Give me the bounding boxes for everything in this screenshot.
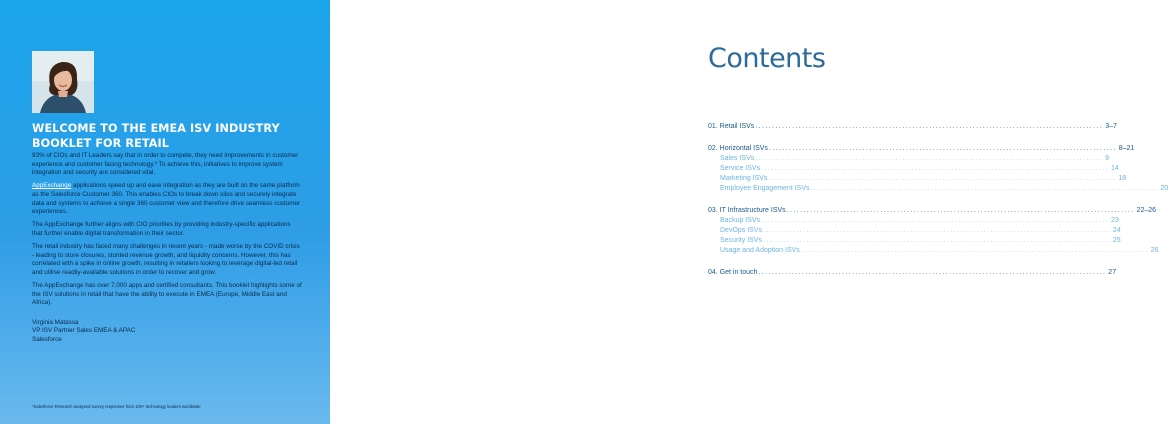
toc-entry-devops-isvs[interactable] <box>708 226 1121 236</box>
toc-pages: 9 <box>1105 155 1110 162</box>
toc-leader <box>758 268 1106 278</box>
toc-leader <box>763 236 1111 246</box>
toc-label: Employee Engagement ISVs <box>720 185 810 192</box>
paragraph-cio-stat: 93% of CIOs and IT Leaders say that in order to compete, they need improvements in customer experience and customer facing technology.* To achieve this, initiatives to improve system integration and security are considered vital. <box>32 152 299 177</box>
paragraph-alignment: The AppExchange further aligns with CIO priorities by providing industry-specific applications that further enable digital transformation in their sector. <box>32 221 291 237</box>
paragraph-appexchange-text: applications speed up and ease integration as they are built on the same platform as the Salesforce Customer 360. This enables CIOs to break down silos and securely integrate data and systems to achieve a single 360 customer view and therefore drive seamless customer experiences. <box>32 182 301 216</box>
toc-pages: 20 <box>1160 185 1168 192</box>
toc-label: Marketing ISVs <box>720 175 768 182</box>
signature-block <box>32 319 302 345</box>
welcome-body <box>32 152 302 345</box>
toc-entry-employee-engagement-isvs[interactable] <box>708 184 1168 194</box>
toc-leader <box>755 154 1103 164</box>
toc-leader <box>811 184 1159 194</box>
toc-entry-sales-isvs[interactable] <box>708 154 1110 164</box>
contents-page <box>330 0 1168 424</box>
portrait-image <box>32 51 94 113</box>
toc-leader <box>761 164 1109 174</box>
author-portrait <box>32 51 94 113</box>
toc-pages: 22–26 <box>1136 207 1157 214</box>
toc-pages: 14 <box>1110 165 1119 172</box>
toc-label: Sales ISVs <box>720 155 755 162</box>
toc-leader <box>768 174 1116 184</box>
toc-leader <box>787 206 1135 216</box>
signature-name: Virginia Matassa <box>32 318 79 326</box>
toc-entry-it-infrastructure-isvs[interactable] <box>708 206 1157 216</box>
toc-leader <box>761 216 1109 226</box>
welcome-heading: WELCOME TO THE EMEA ISV INDUSTRY BOOKLET FOR RETAIL <box>32 122 280 150</box>
toc-pages: 18 <box>1118 175 1127 182</box>
toc-label: Service ISVs <box>720 165 761 172</box>
toc-entry-usage-adoption-isvs[interactable] <box>708 246 1159 256</box>
paragraph-retail-challenges: The retail industry has faced many challenges in recent years - made worse by the COVID crisis - leading to store closures, stunted revenue growth, and liquidity concerns. However, this has correlated with a spike in online growth, resulting in retailers looking to leverage digital-led retail and utilise readily-available solutions in order to recover and grow. <box>32 243 300 276</box>
toc-entry-get-in-touch[interactable] <box>708 268 1117 278</box>
toc-entry-horizontal-isvs[interactable] <box>708 144 1135 154</box>
welcome-page <box>0 0 330 424</box>
toc-label: 03. IT Infrastructure ISVs <box>708 207 786 214</box>
signature-company: Salesforce <box>32 336 62 344</box>
toc-leader <box>755 122 1103 132</box>
toc-label: 02. Horizontal ISVs <box>708 145 768 152</box>
toc-label: 01. Retail ISVs <box>708 123 755 130</box>
contents-title: Contents <box>708 43 826 74</box>
toc-pages: 3–7 <box>1105 123 1117 130</box>
toc-section-retail <box>708 122 1117 132</box>
paragraph-appexchange <box>32 182 302 216</box>
toc-leader <box>763 226 1111 236</box>
toc-pages: 26 <box>1150 247 1159 254</box>
toc-label: DevOps ISVs <box>720 227 763 234</box>
toc-pages: 25 <box>1112 237 1121 244</box>
toc-entry-marketing-isvs[interactable] <box>708 174 1127 184</box>
footnote: *Salesforce Research analysed survey responses from 100+ technology leaders worldwide <box>32 404 201 409</box>
toc-entry-security-isvs[interactable] <box>708 236 1121 246</box>
toc-entry-retail-isvs[interactable] <box>708 122 1117 132</box>
toc-label: Usage and Adoption ISVs <box>720 247 800 254</box>
table-of-contents <box>708 122 1168 290</box>
toc-entry-backup-isvs[interactable] <box>708 216 1119 226</box>
toc-label: Security ISVs <box>720 237 763 244</box>
toc-section-it-infrastructure <box>708 206 1159 256</box>
toc-pages: 23 <box>1110 217 1119 224</box>
toc-label: Backup ISVs <box>720 217 761 224</box>
toc-pages: 8–21 <box>1118 145 1135 152</box>
toc-section-horizontal <box>708 144 1168 194</box>
toc-leader <box>769 144 1117 154</box>
toc-entry-service-isvs[interactable] <box>708 164 1119 174</box>
toc-pages: 24 <box>1112 227 1121 234</box>
signature-role: VP ISV Partner Sales EMEA & APAC <box>32 327 136 335</box>
paragraph-booklet-scope: The AppExchange has over 7,000 apps and certified consultants. This booklet highlights some of the ISV solutions in retail that have the ability to execute in EMEA (Europe, Middle East and Africa). <box>32 282 302 307</box>
toc-label: 04. Get in touch <box>708 269 758 276</box>
toc-section-get-in-touch <box>708 268 1117 278</box>
appexchange-link[interactable]: AppExchange <box>32 182 72 190</box>
toc-pages: 27 <box>1108 269 1117 276</box>
toc-leader <box>801 246 1149 256</box>
